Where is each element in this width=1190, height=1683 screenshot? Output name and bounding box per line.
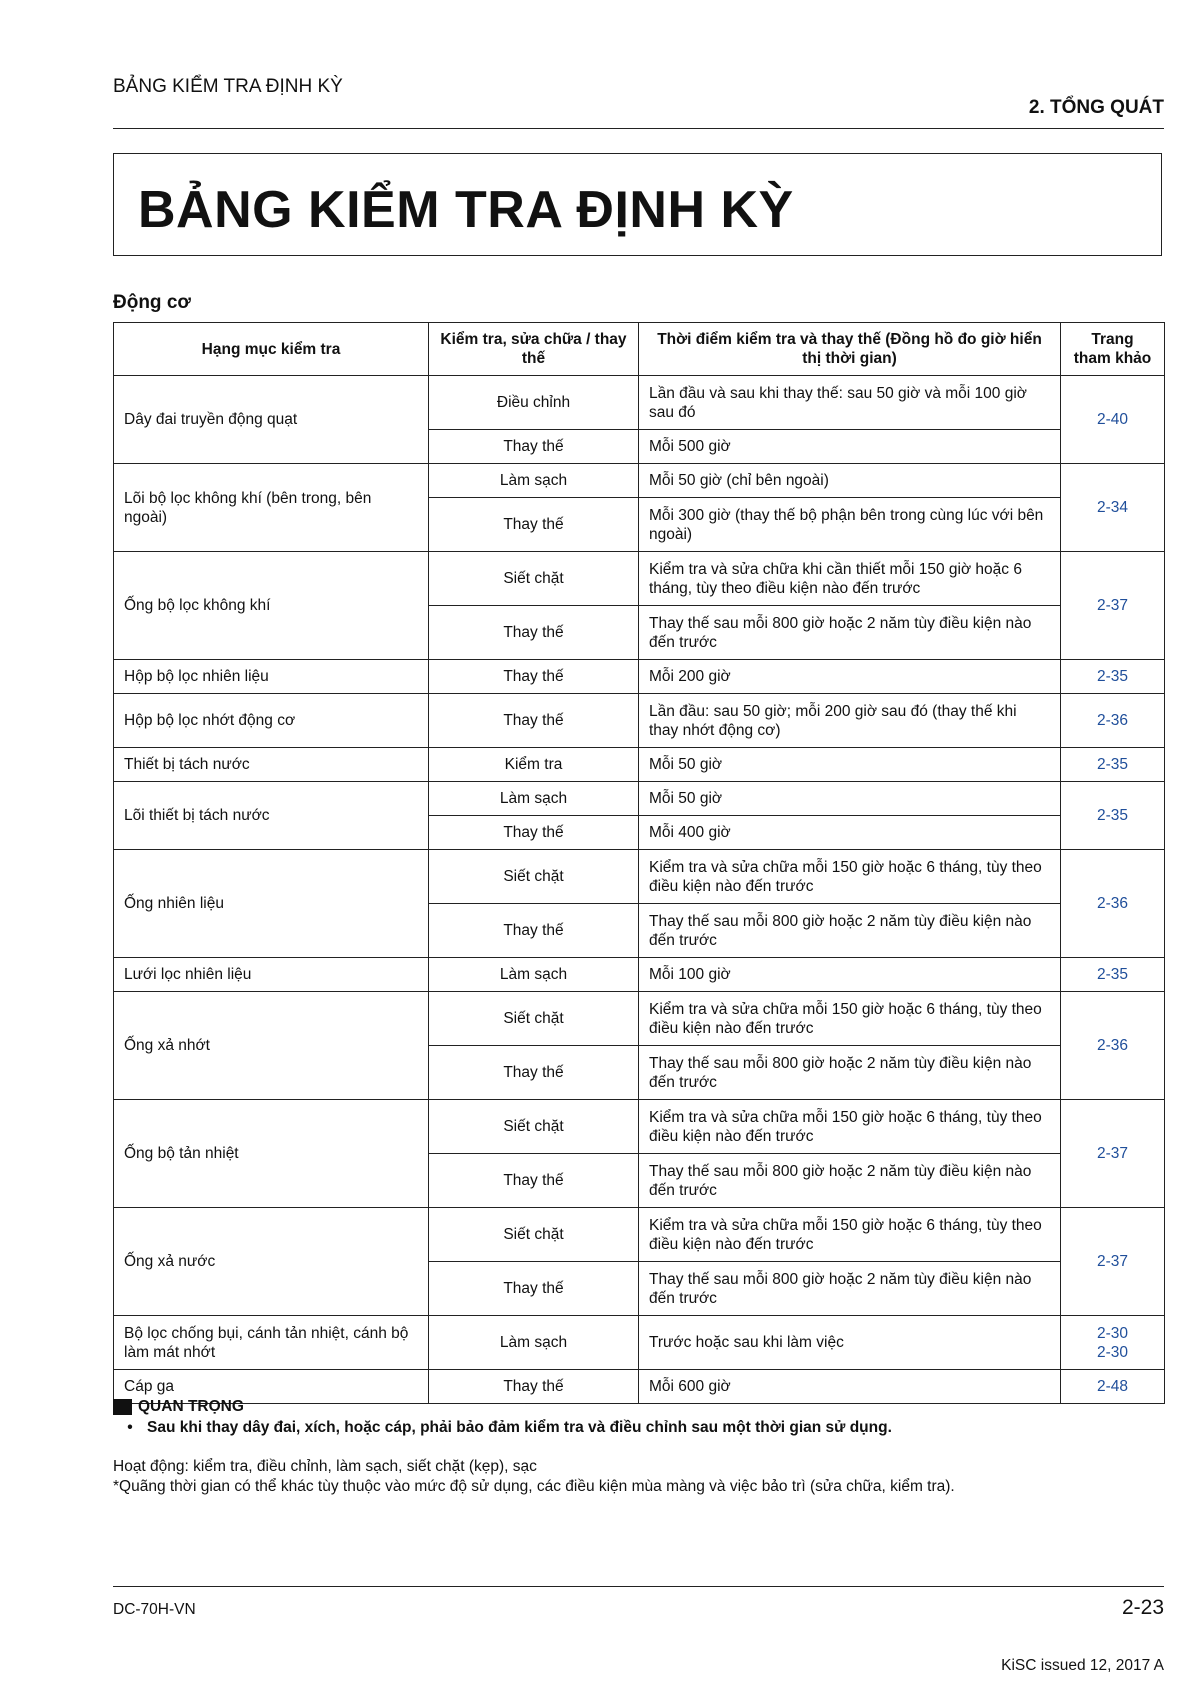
time-cell: Lần đầu và sau khi thay thế: sau 50 giờ và mỗi 100 giờ sau đó	[639, 376, 1061, 430]
action-cell: Thay thế	[429, 1262, 639, 1316]
action-cell: Siết chặt	[429, 552, 639, 606]
table-row	[114, 376, 1165, 430]
time-cell: Mỗi 500 giờ	[639, 430, 1061, 464]
ref-cell: 2-35	[1061, 958, 1165, 992]
title-box	[113, 153, 1162, 256]
item-cell: Ống bộ tản nhiệt	[114, 1100, 429, 1208]
item-cell: Lõi thiết bị tách nước	[114, 782, 429, 850]
time-cell: Mỗi 50 giờ	[639, 748, 1061, 782]
action-cell: Thay thế	[429, 498, 639, 552]
time-cell: Thay thế sau mỗi 800 giờ hoặc 2 năm tùy điều kiện nào đến trước	[639, 1154, 1061, 1208]
header-divider	[113, 128, 1164, 129]
item-cell: Bộ lọc chống bụi, cánh tản nhiệt, cánh bộ làm mát nhớt	[114, 1316, 429, 1370]
table-row	[114, 464, 1165, 498]
action-cell: Làm sạch	[429, 464, 639, 498]
action-cell: Làm sạch	[429, 1316, 639, 1370]
time-cell: Mỗi 600 giờ	[639, 1370, 1061, 1404]
note-line: *Quãng thời gian có thể khác tùy thuộc vào mức độ sử dụng, các điều kiện mùa màng và việc bảo trì (sửa chữa, kiểm tra).	[113, 1478, 955, 1495]
ref-cell: 2-35	[1061, 782, 1165, 850]
ref-cell: 2-36	[1061, 694, 1165, 748]
time-cell: Mỗi 100 giờ	[639, 958, 1061, 992]
running-header-title: BẢNG KIỂM TRA ĐỊNH KỲ	[113, 76, 343, 97]
action-cell: Thay thế	[429, 430, 639, 464]
time-cell: Mỗi 50 giờ (chỉ bên ngoài)	[639, 464, 1061, 498]
note-line: Hoạt động: kiểm tra, điều chỉnh, làm sạch, siết chặt (kẹp), sạc	[113, 1458, 537, 1475]
ref-cell: 2-36	[1061, 850, 1165, 958]
ref-cell: 2-37	[1061, 552, 1165, 660]
ref-line: 2-30	[1096, 1343, 1129, 1361]
footer-divider	[113, 1586, 1164, 1587]
table-row	[114, 1100, 1165, 1154]
item-cell: Ống xả nhớt	[114, 992, 429, 1100]
important-heading	[113, 1398, 892, 1416]
item-cell: Ống xả nước	[114, 1208, 429, 1316]
section-title: Động cơ	[113, 292, 191, 313]
table-row	[114, 850, 1165, 904]
action-cell: Thay thế	[429, 694, 639, 748]
action-cell: Siết chặt	[429, 1100, 639, 1154]
action-cell: Thay thế	[429, 816, 639, 850]
time-cell: Thay thế sau mỗi 800 giờ hoặc 2 năm tùy điều kiện nào đến trước	[639, 1262, 1061, 1316]
action-cell: Thay thế	[429, 1154, 639, 1208]
action-cell: Thay thế	[429, 904, 639, 958]
ref-cell	[1061, 1316, 1165, 1370]
issue-note: KiSC issued 12, 2017 A	[1001, 1657, 1164, 1674]
ref-cell: 2-37	[1061, 1208, 1165, 1316]
item-cell: Hộp bộ lọc nhớt động cơ	[114, 694, 429, 748]
time-cell: Thay thế sau mỗi 800 giờ hoặc 2 năm tùy điều kiện nào đến trước	[639, 1046, 1061, 1100]
time-cell: Mỗi 400 giờ	[639, 816, 1061, 850]
action-cell: Siết chặt	[429, 1208, 639, 1262]
action-cell: Làm sạch	[429, 958, 639, 992]
header-action: Kiểm tra, sửa chữa / thay thế	[429, 323, 639, 376]
table-row	[114, 992, 1165, 1046]
item-cell: Ống nhiên liệu	[114, 850, 429, 958]
ref-line: 2-30	[1096, 1324, 1129, 1342]
action-cell: Điều chỉnh	[429, 376, 639, 430]
important-item-text: Sau khi thay dây đai, xích, hoặc cáp, phải bảo đảm kiểm tra và điều chỉnh sau một thời gian sử dụng.	[147, 1419, 892, 1436]
action-cell: Thay thế	[429, 660, 639, 694]
action-cell: Siết chặt	[429, 992, 639, 1046]
table-row	[114, 958, 1165, 992]
action-cell: Siết chặt	[429, 850, 639, 904]
time-cell: Mỗi 300 giờ (thay thế bộ phận bên trong cùng lúc với bên ngoài)	[639, 498, 1061, 552]
header-ref: Trang tham khảo	[1061, 323, 1165, 376]
time-cell: Lần đầu: sau 50 giờ; mỗi 200 giờ sau đó (thay thế khi thay nhớt động cơ)	[639, 694, 1061, 748]
table-row	[114, 748, 1165, 782]
item-cell: Dây đai truyền động quạt	[114, 376, 429, 464]
ref-cell: 2-34	[1061, 464, 1165, 552]
ref-cell: 2-48	[1061, 1370, 1165, 1404]
item-cell: Cáp ga	[114, 1370, 429, 1404]
time-cell: Kiểm tra và sửa chữa mỗi 150 giờ hoặc 6 tháng, tùy theo điều kiện nào đến trước	[639, 850, 1061, 904]
time-cell: Thay thế sau mỗi 800 giờ hoặc 2 năm tùy điều kiện nào đến trước	[639, 904, 1061, 958]
item-cell: Hộp bộ lọc nhiên liệu	[114, 660, 429, 694]
item-cell: Thiết bị tách nước	[114, 748, 429, 782]
black-square-icon	[113, 1399, 132, 1415]
table-row	[114, 552, 1165, 606]
footer-page-number: 2-23	[1121, 1596, 1164, 1619]
time-cell: Mỗi 200 giờ	[639, 660, 1061, 694]
table-row	[114, 782, 1165, 816]
action-cell: Thay thế	[429, 606, 639, 660]
action-cell: Kiểm tra	[429, 748, 639, 782]
important-item	[113, 1419, 892, 1437]
table-row	[114, 660, 1165, 694]
inspection-table	[113, 322, 1165, 1404]
ref-cell: 2-35	[1061, 660, 1165, 694]
item-cell: Lõi bộ lọc không khí (bên trong, bên ngoài)	[114, 464, 429, 552]
table-header-row	[114, 323, 1165, 376]
table-row	[114, 1208, 1165, 1262]
time-cell: Kiểm tra và sửa chữa mỗi 150 giờ hoặc 6 tháng, tùy theo điều kiện nào đến trước	[639, 992, 1061, 1046]
footer-model: DC-70H-VN	[113, 1601, 196, 1618]
time-cell: Kiểm tra và sửa chữa mỗi 150 giờ hoặc 6 tháng, tùy theo điều kiện nào đến trước	[639, 1100, 1061, 1154]
important-notice	[113, 1398, 892, 1437]
ref-cell: 2-40	[1061, 376, 1165, 464]
time-cell: Trước hoặc sau khi làm việc	[639, 1316, 1061, 1370]
time-cell: Mỗi 50 giờ	[639, 782, 1061, 816]
notes	[113, 1457, 955, 1497]
bullet-icon: •	[127, 1419, 133, 1436]
item-cell: Ống bộ lọc không khí	[114, 552, 429, 660]
action-cell: Thay thế	[429, 1370, 639, 1404]
ref-cell: 2-36	[1061, 992, 1165, 1100]
time-cell: Kiểm tra và sửa chữa khi cần thiết mỗi 150 giờ hoặc 6 tháng, tùy theo điều kiện nào đến trước	[639, 552, 1061, 606]
header-time: Thời điểm kiểm tra và thay thế (Đồng hồ đo giờ hiển thị thời gian)	[639, 323, 1061, 376]
running-header-chapter: 2. TỔNG QUÁT	[1028, 97, 1164, 118]
action-cell: Làm sạch	[429, 782, 639, 816]
time-cell: Thay thế sau mỗi 800 giờ hoặc 2 năm tùy điều kiện nào đến trước	[639, 606, 1061, 660]
table-row	[114, 1316, 1165, 1370]
item-cell: Lưới lọc nhiên liệu	[114, 958, 429, 992]
table-row	[114, 694, 1165, 748]
time-cell: Kiểm tra và sửa chữa mỗi 150 giờ hoặc 6 tháng, tùy theo điều kiện nào đến trước	[639, 1208, 1061, 1262]
action-cell: Thay thế	[429, 1046, 639, 1100]
header-item: Hạng mục kiểm tra	[114, 323, 429, 376]
ref-cell: 2-37	[1061, 1100, 1165, 1208]
ref-cell: 2-35	[1061, 748, 1165, 782]
page-title: BẢNG KIỂM TRA ĐỊNH KỲ	[138, 181, 794, 239]
important-heading-text: QUAN TRỌNG	[138, 1398, 244, 1415]
